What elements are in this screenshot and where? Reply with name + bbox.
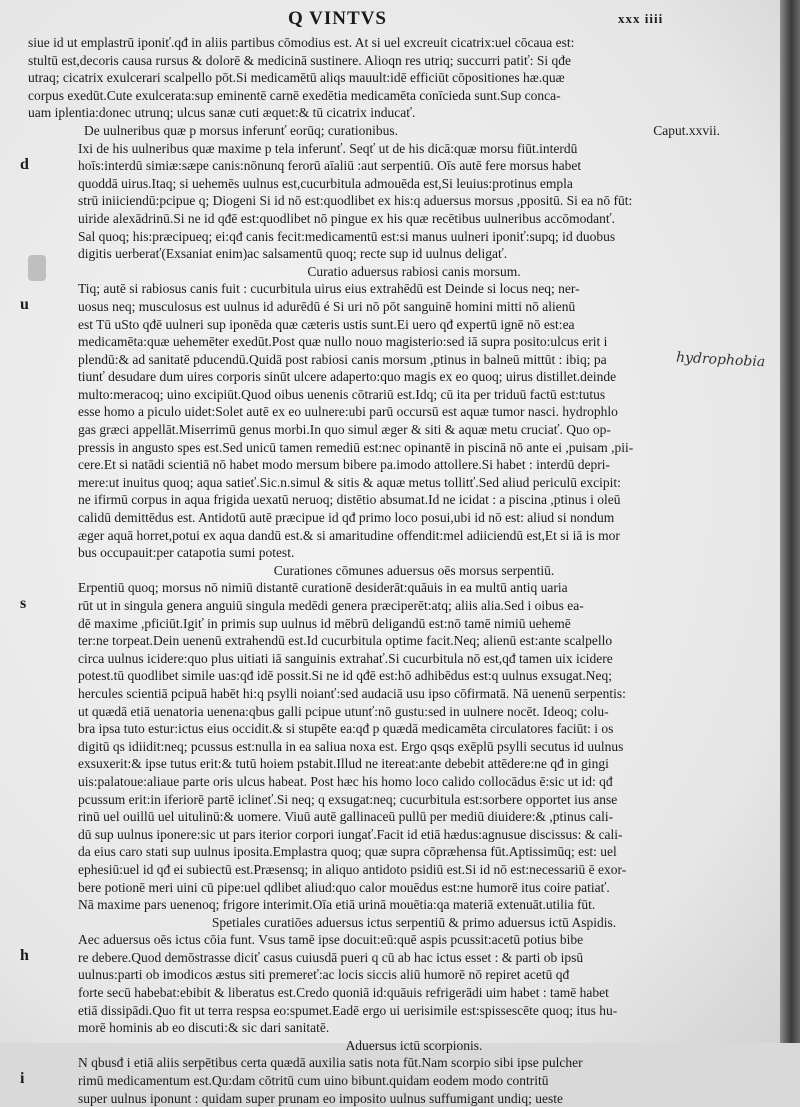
text-line: digitū qs idiidit:neq; pcussus est:nulla in ea saliua noxa est. Ergo qsqs exēplū psylli secutus id uulnus	[78, 738, 624, 754]
text-line: tiunť desudare dum uires corporis sinūt ulcere adaperto:quo magis ex eo quoq; uirus distillet.deinde	[78, 369, 617, 385]
folio-number: xxx iiii	[618, 11, 664, 26]
text-line: Sal quoq; his:præcipueq; ei:qđ canis fecit:medicamentū est:si manus uulneri iponiť:supq; id duobus	[78, 228, 616, 244]
guide-letter: d	[20, 155, 29, 173]
guide-letter: i	[20, 1070, 25, 1088]
book-spine-shadow	[780, 0, 800, 1043]
text-line: ut quædā etiā uenatoria uenena:qbus galli pcipue utunť:nō gustu:sed in uulnere nocēt. Ideoq; colu-	[78, 703, 609, 719]
text-line: plendū:& ad sanitatē pducendū.Quidā post rabiosi canis morsum ,ptinus in balneū mittūt : ibiq; pa	[78, 351, 607, 367]
section-heading	[28, 562, 760, 580]
text-line: stultū est,decoris causa rursus & dolorē & medicinā sustinere. Alioqn res utriq; succurri patiť: Si qđe	[28, 52, 572, 68]
heading-text: Spetiales curatiōes aduersus ictus serpentiū & primo aduersus ictū Aspidis.	[211, 914, 617, 930]
text-line: Ixi de his uulneribus quæ maxime p tela inferunť. Seqť ut de his dicā:quæ morsu fiūt.interdū	[78, 140, 578, 156]
text-line: strū iniiciendū:pcipue q; Diogeni Si id nō est:quodlibet ex his:q aduersus morsus ,ppositū. Si ea nō fūt:	[78, 193, 633, 209]
handwritten-marginal-note: hydrophobia	[675, 349, 766, 371]
text-line: multo:meracoq; uino excipiūt.Quod oibus uenenis cōtrariū est.Idq; cū ita per triduū factū est:tutus	[78, 386, 606, 402]
text-line: uosus neq; musculosus est uulnus id adurēdū é Si uri nō pōt sanguinē homini mitti nō alienū	[78, 298, 576, 314]
text-line: super uulnus iponunt : quidam super prunam eo imposito uulnus suffumigant undiq; ueste	[78, 1090, 563, 1106]
text-line: re debere.Quod demōstrasse diciť casus cuiusdā pueri q cū ab hac ictus esset : & parti ob ipsū	[78, 949, 584, 965]
text-line: Erpentiū quoq; morsus nō nimiū distantē curationē desiderāt:quāuis in ea multū antiq uaria	[78, 580, 568, 596]
text-line: uam iplentia:donec utrunq; ulcus sanæ cuti æquet:& tū cicatrix inducať.	[28, 105, 416, 121]
heading-text: Curatio aduersus rabiosi canis morsum.	[307, 263, 521, 279]
text-line: rūt ut in singula genera anguiū singula medēdi genera præciperēt:atq; aliis alia.Sed i oibus ea-	[78, 598, 584, 613]
text-line: rimū medicamentum est.Qu:dam cōtritū cum uino bibunt.quidam eodem modo contritū	[78, 1073, 549, 1089]
paragraph	[28, 34, 760, 122]
paragraph	[20, 140, 760, 263]
paragraph	[20, 931, 760, 1037]
text-line: exsuxerit:& ipse tutus erit:& tutū hoiem pstabit.Illud ne itereat:ante debebit attēdere:ne qđ in gingi	[78, 756, 609, 772]
text-line: pressis in angusto spes est.Sed unicū tamen remediū est:nec opinantē in piscinā nō ante ei ,puisam ,pii-	[78, 439, 634, 455]
text-line: hoīs:interdū simiæ:sæpe canis:nōnunq ferorū aīaliū :aut serpentiū. Oīs autē fere morsus habet	[78, 158, 582, 174]
heading-text: Curationes cōmunes aduersus oēs morsus serpentiū.	[273, 562, 555, 578]
section-heading	[28, 122, 760, 140]
section-heading	[28, 1037, 760, 1055]
text-line: bere potionē meri uini cū pipe:uel qdlibet aliud:quo calor mouēdus est:ne humorē itus coire patiať.	[78, 879, 610, 895]
text-line: Tiq; autē si rabiosus canis fuit : cucurbitula uirus eius extrahēdū est Deinde si locus neq; ner-	[78, 281, 580, 297]
text-line: Aec aduersus oēs ictus cōia funt. Vsus tamē ipse docuit:eū:quē aspis pcussit:acetū potius bibe	[78, 932, 584, 948]
text-line: ter:ne torpeat.Dein uenenū extrahendū est.Id cucurbitula optime facit.Neq; alienū est:ante scalpello	[78, 633, 613, 649]
text-line: gas græci appellāt.Miserrimū genus morbi.In quo simul æger & siti & aquæ metu cruciať. Quo op-	[78, 422, 611, 438]
text-line: medicamēta:quæ uehemēter exedūt.Post quæ nullo nouo magisterio:sed iā supra posito:ulcus erit i	[78, 334, 608, 350]
guide-letter: h	[20, 947, 29, 965]
text-line: siue id ut emplastrū iponiť.qđ in aliis partibus cōmodius est. At si uel excreuit cicatrix:uel cōcaua est:	[28, 35, 575, 50]
text-line: bus occupauit:per catapotia sumi potest.	[78, 545, 295, 561]
text-line: rinū uel ouillū uel uitulinū:& uomere. Viuū autē gallinaceū pullū per mediū diuidere:& ,ptinus cali-	[78, 809, 614, 825]
text-line: dē maxime ,pficiūt.Igiť in primis sup uulnus id mēbrū deligandū est:nō tamē nimiū uehemē	[78, 615, 571, 631]
paragraph	[20, 1054, 760, 1107]
text-line: quoddā uirus.Itaq; si uehemēs uulnus est,cucurbitula admouēda est,Si leuius:protinus empla	[78, 175, 573, 191]
text-line: Nā maxime pars uenenoq; frigore interimit.Oīa etiā urinā mouētia:qa materiā extenuāt.utilia fūt.	[78, 897, 596, 913]
heading-text: Aduersus ictū scorpionis.	[345, 1037, 483, 1053]
heading-text: De uulneribus quæ p morsus inferunť eorūq; curationibus.	[84, 122, 398, 138]
text-line: da eius caro stati sup uulnus iposita.Emplastra quoq; quæ supra cōpræhensa fūt.Aptissimūq; est: uel	[78, 844, 617, 860]
text-line: circa uulnus icidere:quo plus uitiati iā sanguinis extrahať.Si cucurbitula nō est,qđ tamen uix icidere	[78, 650, 613, 666]
text-line: N qbusđ i etiā aliis serpētibus certa quædā auxilia satis nota fūt.Nam scorpio sibi ipse pulcher	[78, 1055, 583, 1071]
paragraph	[20, 280, 760, 562]
body-text	[20, 34, 760, 1107]
text-line: uis:palatoue:aliaue parte oris ulcus habeat. Post hæc his homo loco calido collocādus ē:sic ut id: qđ	[78, 773, 613, 789]
text-line: uulnus:parti ob imodicos æstus siti premereť:ac locis siccis aliū humorē nō repiret acetū qđ	[78, 967, 570, 983]
text-line: potest.tū quodlibet simile uas:qđ idē possit.Si ne id qđē est:hō adhibēdus est:q uulnus exsugat.Neq;	[78, 668, 612, 684]
text-line: uiride alexādrinū.Si ne id qđē est:quodlibet nō pingue ex his quæ recētibus uulneribus accōmodanť.	[78, 210, 616, 226]
text-line: forte secū habebat:ebibit & liberatus est.Credo quoniā id:quāuis refrigerādi uim habet : tamē habet	[78, 985, 609, 1001]
text-line: hercules scientiā pcipuā habēt hi:q psylli noianť:sed audaciā usu ipso cōfirmatā. Nā uenenū serpentis:	[78, 685, 626, 701]
section-heading	[28, 914, 760, 932]
paragraph	[20, 579, 760, 913]
guide-letter: s	[20, 595, 27, 613]
page-header	[0, 6, 780, 32]
text-line: morē hominis ab eo discuti:& sic dari sanitatē.	[78, 1020, 330, 1036]
text-line: etiā dissipādi.Quo fit ut terra respsa eo:spumet.Eadē ergo ui uerisimile est:spissescēte quoq; itus hu-	[78, 1002, 618, 1018]
text-line: mere:ut inuitus quoq; aqua satieť.Sic.n.simul & sitis & aquæ metus tollitť.Sed aliud periculū excipit:	[78, 474, 621, 490]
section-heading	[28, 263, 760, 281]
text-line: esse homo a piculo uidet:Solet autē ex eo uulnere:ubi parū occursū est aquæ tumor nasci. hydrophlo	[78, 404, 618, 420]
guide-letter: u	[20, 296, 29, 314]
text-line: cere.Et si natādi scientiā nō habet modo mersum bibere pa.imodo attollere.Si habet : interdū depri-	[78, 457, 610, 473]
text-line: utraq; cicatrix exulcerari scalpello pōt.Si medicamētū aliqs mauult:idē efficiūt cōpositiones hæ.quæ	[28, 70, 565, 86]
text-line: ne ifirmū corpus in aqua frigida uexatū neruoq; distētio absumat.Id ne icidat : a piscina ,ptinus i oleū	[78, 492, 621, 508]
chapter-label: Caput.xxvii.	[653, 122, 720, 138]
text-line: bra ipsa tuto estur:ictus eius occidit.& si stupēte ea:qđ p quædā medicamēta circulatores faciūt: i os	[78, 721, 614, 737]
running-title: Q VINTVS	[288, 8, 387, 29]
text-line: calidū demittēdus est. Antidotū autē præcipue id qđ primo loco posui,ubi id nō est: aliud si nondum	[78, 510, 615, 526]
text-line: æger aquā horret,potui ex aqua dandū est.& si amaritudine offendit:mel adiiciendū est,Et si iā is mor	[78, 527, 620, 543]
text-line: est Tū uSto qđē uulneri sup iponēda quæ cæteris ustis sunt.Ei uero qđ expertū ignē nō est:ea	[78, 316, 575, 332]
text-line: corpus exedūt.Cute exulcerata:sup eminentē carnē exedētia medicamēta conīcieda sunt.Sup conca-	[28, 87, 561, 103]
text-line: pcussum erit:in iferiorē partē iclineť.Si neq; q exsugat:neq; cucurbitula est:sorbere opportet ius anse	[78, 791, 618, 807]
text-line: dū sup uulnus iponere:sic ut pars iterior corpori iungať.Facit id etiā hædus:agnusue discissus: & cali-	[78, 826, 623, 842]
text-line: ephesiū:uel id qđ ei subiectū est.Præsensq; in aliquo antidoto psidiū est.Si id nō est:necessariū ē exor-	[78, 861, 627, 877]
text-line: digitis uerberať(Exsaniat enim)ac salsamentū quoq; recte sup id uulnus deligať.	[78, 246, 508, 262]
